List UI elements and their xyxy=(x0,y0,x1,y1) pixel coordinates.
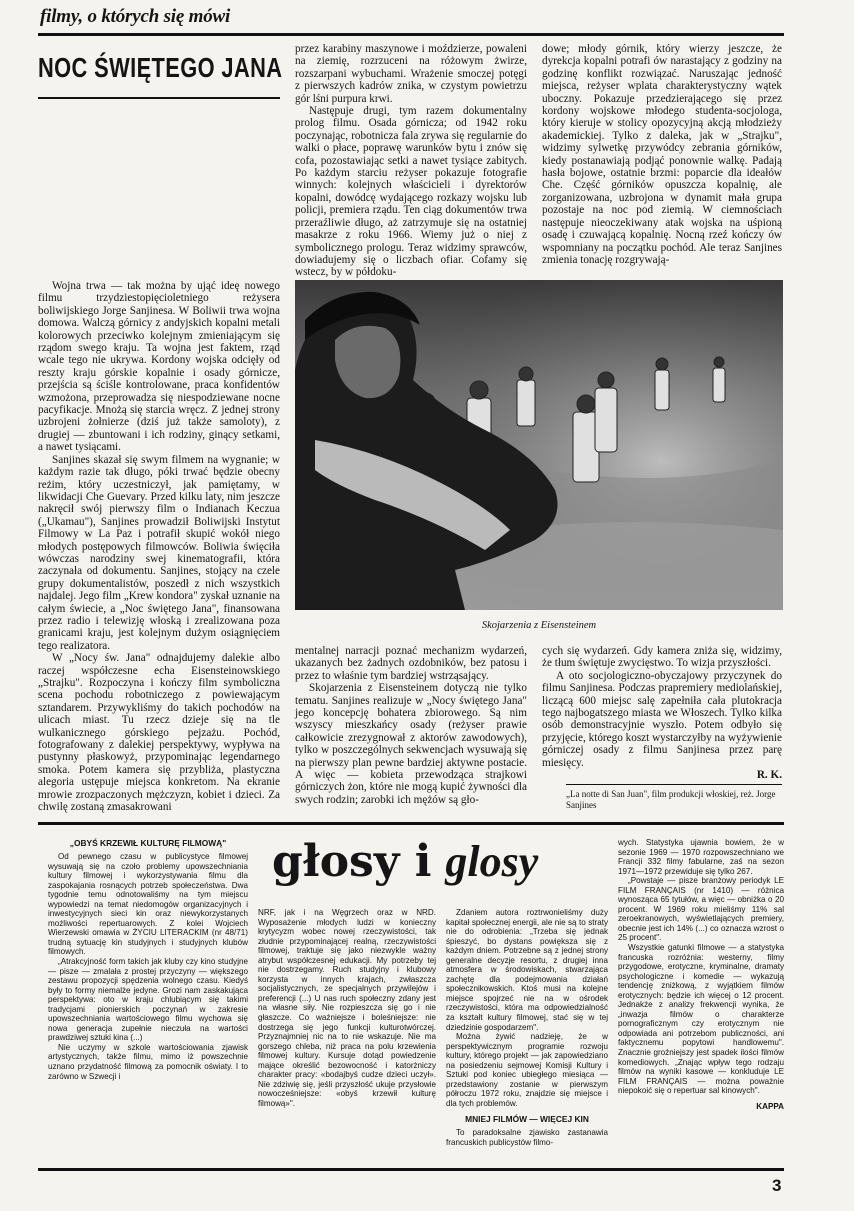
paragraph: „Atrakcyjność form takich jak kluby czy kino studyjne — pisze — zmalała z prostej przyczyny — większego zestawu propozycji spędzenia wolnego czasu. Kiedyś były to formy niemalże jedyne. Grozi nam zaskakująca perspektywa: oto w kraju chlubiącym się takimi tradycjami pionierskich poczynań w zakresie upowszechniania wartościowego filmu wychowa się nowa generacja zupełnie nieczuła na wartości prawdziwej sztuki kina (...) xyxy=(48,957,248,1043)
paragraph: Skojarzenia z Eisensteinem dotyczą nie tylko tematu. Sanjines realizuje w „Nocy świętego Jana" jego koncepcję bohatera zbiorowego. Są nim wszyscy mieszkańcy osady (reżyser prawie całkowicie zrezygnował z aktorów zawodowych), tylko w poszczególnych sekwencjach wysuwają się na pierwszy plan pewne bardziej aktywne postacie. A więc — kobieta przewodząca strajkowi górniczych żon, które nie mogą kupić żywności dla swych rodzin; zarobki ich mężów są gło- xyxy=(295,682,527,806)
paragraph: A oto socjologiczno-obyczajowy przyczynek do filmu Sanjinesa. Podczas prapremiery mediolańskiej, liczącą 600 miejsc salę zapełniła cała plutokracja tego najbogatszego miasta we Włoszech. Tylko kilka osób demonstracyjnie wyszło. Potem odbyło się przyjęcie, którego koszt wystarczyłby na wyżywienie górniczej osady z filmu Sanjinesa przez parę miesięcy. xyxy=(542,669,782,769)
film-still-photo xyxy=(295,280,783,610)
paragraph: wych. Statystyka ujawnia bowiem, że w sezonie 1969 — 1970 rozpowszechniano we Francji 332 filmy fabularne, zaś na sezon 1971—1972 przewiduje się tylko 267. xyxy=(618,838,784,876)
glosy-heading-2: MNIEJ FILMÓW — WIĘCEJ KIN xyxy=(465,1114,589,1125)
photo-caption: Skojarzenia z Eisensteinem xyxy=(481,620,597,631)
paragraph: przez karabiny maszynowe i moździerze, powaleni na ziemię, rozrzuceni na różowym żwirze, rozszarpani wybuchami. Wrażenie smoczej potęgi z pierwszych kadrów znika, w czystym powietrzu gór lśni purpura krwi. xyxy=(295,43,527,105)
glosy-column-3 xyxy=(446,908,608,1148)
paragraph: NRF, jak i na Węgrzech oraz w NRD. Wyposażenie młodych ludzi w konieczny krytycyzm wobec nowej rzeczywistości, tak złudnie przypominającej realną, rzeczywistości filmowej, traktuje się jako niezwykle ważny atrybut współczesnej edukacji. My potrzeby tej nie dostrzegamy. Ruch studyjny i klubowy korzysta w innych krajach, zwłaszcza socjalistycznych, ze specjalnych przywilejów i preferencji (...) U nas ruch społeczny zdany jest na własne siły. Nie rozpieszcza się go i nie głaszcze. Co ważniejsze i boleśniejsze: nie dostrzega się jego funkcji kulturotwórczej. Przyznajmniej nic na to nie wskazuje. Nie ma gorszego chleba, niż praca na polu krzewienia filmowej kultury. Kursuje dotąd powiedzenie mające określić bezowocność i katorżniczy charakter pracy: «bodajbyś cudze dzieci uczył». Nie zdziwię się, jeśli przyszłość ukuje przysłowie nowocześniejsze: «obyś krzewił kulturę filmową»". xyxy=(258,908,436,1108)
article-column-3-bottom xyxy=(542,645,782,781)
article-column-1 xyxy=(38,280,280,813)
paragraph: Można żywić nadzieję, że w perspektywicznym programie rozwoju kultury, którego projekt — jak zapowiedziano na posiedzeniu sejmowej Komisji Kultury i Sztuki pod koniec ubiegłego miesiąca — przedstawiony zostanie w pierwszym półroczu 1972 roku, znajdzie się miejsce i dla tych problemów. xyxy=(446,1032,608,1108)
article-column-2-bottom xyxy=(295,645,527,806)
paragraph: W „Nocy św. Jana" odnajdujemy dalekie albo raczej współczesne echa Eisensteinowskiego „Strajku". Rozpoczyna i kończy film symboliczna scena pochodu robotniczego z powiewającym sztandarem. Przywykliśmy do takich pochodów na ulicach miast. Tu rzecz dzieje się na tle wulkanicznego górskiego pejzażu. Pochód, fotografowany z dalekiej perspektywy, wypływa na pustynny płaskowyż, przypominając legendarnego smoka. Potem kamera się przybliża, plastyczna alegoria ustępuje miejsca konkretom. Na ekranie mrowie zrozpaczonych mężczyzn, kobiet i dzieci. Za chwilę zostaną zmasakrowani xyxy=(38,652,280,814)
paragraph: Zdaniem autora roztrwonieliśmy duży kapitał społecznej energii, ale nie są to straty nie do odrobienia: „Trzeba się jednak śpieszyć, bo dystans powiększa się z każdym dniem. Potrzebne są z jednej strony generalne decyzje resortu, z drugiej inna atmosfera w środowiskach, stwarzająca zachętę dla podejmowania działań społecznikowskich. Ktoś musi na kolejne miejsce spojrzeć nie na w ośrodek rzeczywistości, która ma odpowiedzialność za kształt kultury filmowej, stać się w tej dziedzinie gospodarzem". xyxy=(446,908,608,1032)
paragraph: dowe; młody górnik, który wierzy jeszcze, że dyrekcja kopalni potrafi ów narastający z godziny na godzinę konflikt rozwiązać. Naruszając jedność miejsca, reżyser wplata charakterystyczny wątek uboczny. Pokazuje przedzierającego się przez kordony wojskowe młodego studenta-socjologa, który kieruje w stolicy opozycyjną akcją młodzieży akademickiej. Tylko z daleka, jak w „Strajku", widzimy sylwetkę przywódcy zebrania górników, kiedy postanawiają podjąć ponownie walkę. Padają hasła bojowe, ostatnie brzmi: poparcie dla ideałów Che. Część górników opuszcza kopalnię, ale zorganizowana, uzbrojona w dynamit mała grupa pozostaje na noc pod ziemią. W ciemnościach następuje nieoczekiwany atak wojska na uśpioną osadę i czuwającą kopalnię. Nocną rzeź kończy ów wspomniany na początku pochód. Ale teraz Sanjines zmienia tonację rozgrywają- xyxy=(542,43,782,266)
paragraph: Wszystkie gatunki filmowe — a statystyka francuska rozróżnia: westerny, filmy przygodowe, erotyczne, kryminalne, dramaty psychologiczne i komedie — wykazują tendencję zniżkową, z wyjątkiem filmów erotycznych: będzie ich więcej o 12 procent. Jednakże z analizy frekwencji wynika, że „inwazja filmów o charakterze pornograficznym czy erotycznym nie odpowiada ani potrzebom publiczności, ani faktycznemu popytowi handlowemu". Znacznie groźniejszy jest spadek ilości filmów komediowych. „Znając wpływ tego rodzaju filmów na wyniki kasowe — konkluduje LE FILM FRANÇAIS — można poważnie niepokoić się o repertuar sal kinowych". xyxy=(618,943,784,1096)
glosy-section-title xyxy=(272,836,538,887)
glosy-column-1 xyxy=(48,838,248,1081)
article-title: NOC ŚWIĘTEGO JANA xyxy=(38,52,283,83)
article-column-3-top xyxy=(542,43,782,266)
footer-rule xyxy=(38,1168,784,1171)
paragraph: „Powstaje — pisze branżowy periodyk LE FILM FRANÇAIS (nr 1410) — różnica wynosząca 65 tytułów, a więc — obniżka o 20 procent. W 1969 roku mieliśmy 11% sal zeroekranowych, wyświetlających premiery, obecnie jest ich 14% (...) co oznacza wzrost o 25 procent". xyxy=(618,876,784,943)
glosy-signature: KAPPA xyxy=(756,1101,784,1111)
article-column-2-top xyxy=(295,43,527,279)
paragraph: Nie uczymy w szkole wartościowania zjawisk artystycznych, także filmu, mimo iż powszechnie uznano przydatność filmową za pomocnik oświaty. I to zarówno w Szwecji i xyxy=(48,1042,248,1081)
paragraph: cych się wydarzeń. Gdy kamera zniża się, widzimy, że tłum świętuje zwycięstwo. To wizja przyszłości. xyxy=(542,645,782,670)
section-separator xyxy=(38,822,784,825)
section-header: filmy, o których się mówi xyxy=(40,6,231,27)
credits-rule xyxy=(566,784,782,785)
paragraph: To paradoksalne zjawisko zastanawia francuskich publicystów filmo- xyxy=(446,1128,608,1148)
page-number: 3 xyxy=(772,1176,782,1195)
film-credits: „La notte di San Juan", film produkcji włoskiej, reż. Jorge Sanjines xyxy=(566,789,776,810)
paragraph: Od pewnego czasu w publicystyce filmowej wysuwają się na czoło problemy upowszechniania kultury filmowej i wykorzystywania filmu dla zaspokajania rosnących potrzeb społeczeństwa. Dwa tygodnie temu odnotowaliśmy na tym miejscu wypowiedzi na temat niedomogów organizacyjnych i inwestycyjnych sieci kin oraz niewykorzystanych możliwości repertuarowych. Z kolei Wojciech Wierzewski omawia w ŻYCIU LITERACKIM (nr 48/71) trudną sytuację kin studyjnych i studyjnych klubów filmowych. xyxy=(48,852,248,957)
glosy-column-4 xyxy=(618,838,784,1111)
article-signature: R. K. xyxy=(756,769,782,782)
glosy-title-part-1: głosy i xyxy=(272,836,432,887)
paragraph: mentalnej narracji poznać mechanizm wydarzeń, ukazanych bez żadnych ozdobników, bez patosu i przez to właśnie tym bardziej wstrząsający. xyxy=(295,645,527,682)
paragraph: Sanjines skazał się swym filmem na wygnanie; w każdym razie tak długo, póki trwać będzie obecny reżim, który uczestniczył, jak pamiętamy, w likwidacji Che Guevary. Przed kilku laty, nim jeszcze nakręcił swój pierwszy film o Indianach Keczua („Ukamau"), Sanjines prowadził Boliwijski Instytut Filmowy w La Paz i potrafił skupić wokół niego młodych postępowych filmowców. Boliwia święciła wówczas narodziny swej kinematografii, która zaczynała od dokumentu. Sanjines, stojący na czele grupy dokumentalistów, poszedł z nich wszystkich najdalej. Jego film „Krew kondora" zyskał uznanie na całym świecie, a „Noc świętego Jana", finansowana przez radio i telewizję włoską i zrealizowana poza granicami kraju, jest kolejnym dużym osiągnięciem tego realizatora. xyxy=(38,453,280,652)
glosy-heading-1: „OBYŚ KRZEWIŁ KULTURĘ FILMOWĄ" xyxy=(69,838,227,848)
paragraph: Następuje drugi, tym razem dokumentalny prolog filmu. Osada górnicza; od 1942 roku poczynając, robotnicza fala zrywa się regularnie do walki o płace, poprawę warunków bytu i znów się cofa, pozostawiając setki a nawet tysiące zabitych. Po każdym starciu reżyser pokazuje fotografie winnych: kolejnych właścicieli i dyrektorów kopalni, dowódcę wydającego rozkazy wojsku lub policji, premiera rządu. Ten ciąg dokumentów trwa przeraźliwie długo, aż zatrzymuje się na ostatniej masakrze z roku 1966. Wiemy już o niej z symbolicznego prologu. Teraz widzimy sprawców, dowiadujemy się o liczbach ofiar. Cofamy się wstecz, by w półdoku- xyxy=(295,105,527,279)
paragraph: Wojna trwa — tak można by ująć ideę nowego filmu trzydziestopięcioletniego reżysera boliwijskiego Jorge Sanjinesa. W Boliwii trwa wojna domowa. Walczą górnicy z andyjskich kopalni metali kolorowych przeciwko kolejnym zmieniającym się rządom swego kraju. Ta wojna jest faktem, rząd wcale tego nie ukrywa. Kordony wojska odcięły od reszty kraju górskie kopalnie i osady górnicze, przejścia są ściśle kontrolowane, praca konfidentów wzmożona, przeprowadza się niespodziewane nocne pacyfikacje. Mnożą się starcia wręcz. Z jednej strony uzbrojeni żołnierze (dziś już także samoloty), z drugiej — zbuntowani i ich rodziny, ginący setkami, a nawet tysiącami. xyxy=(38,280,280,454)
title-rule xyxy=(38,97,280,99)
glosy-title-part-2: glosy xyxy=(445,837,539,886)
glosy-column-2 xyxy=(258,908,436,1108)
header-rule xyxy=(38,33,784,36)
